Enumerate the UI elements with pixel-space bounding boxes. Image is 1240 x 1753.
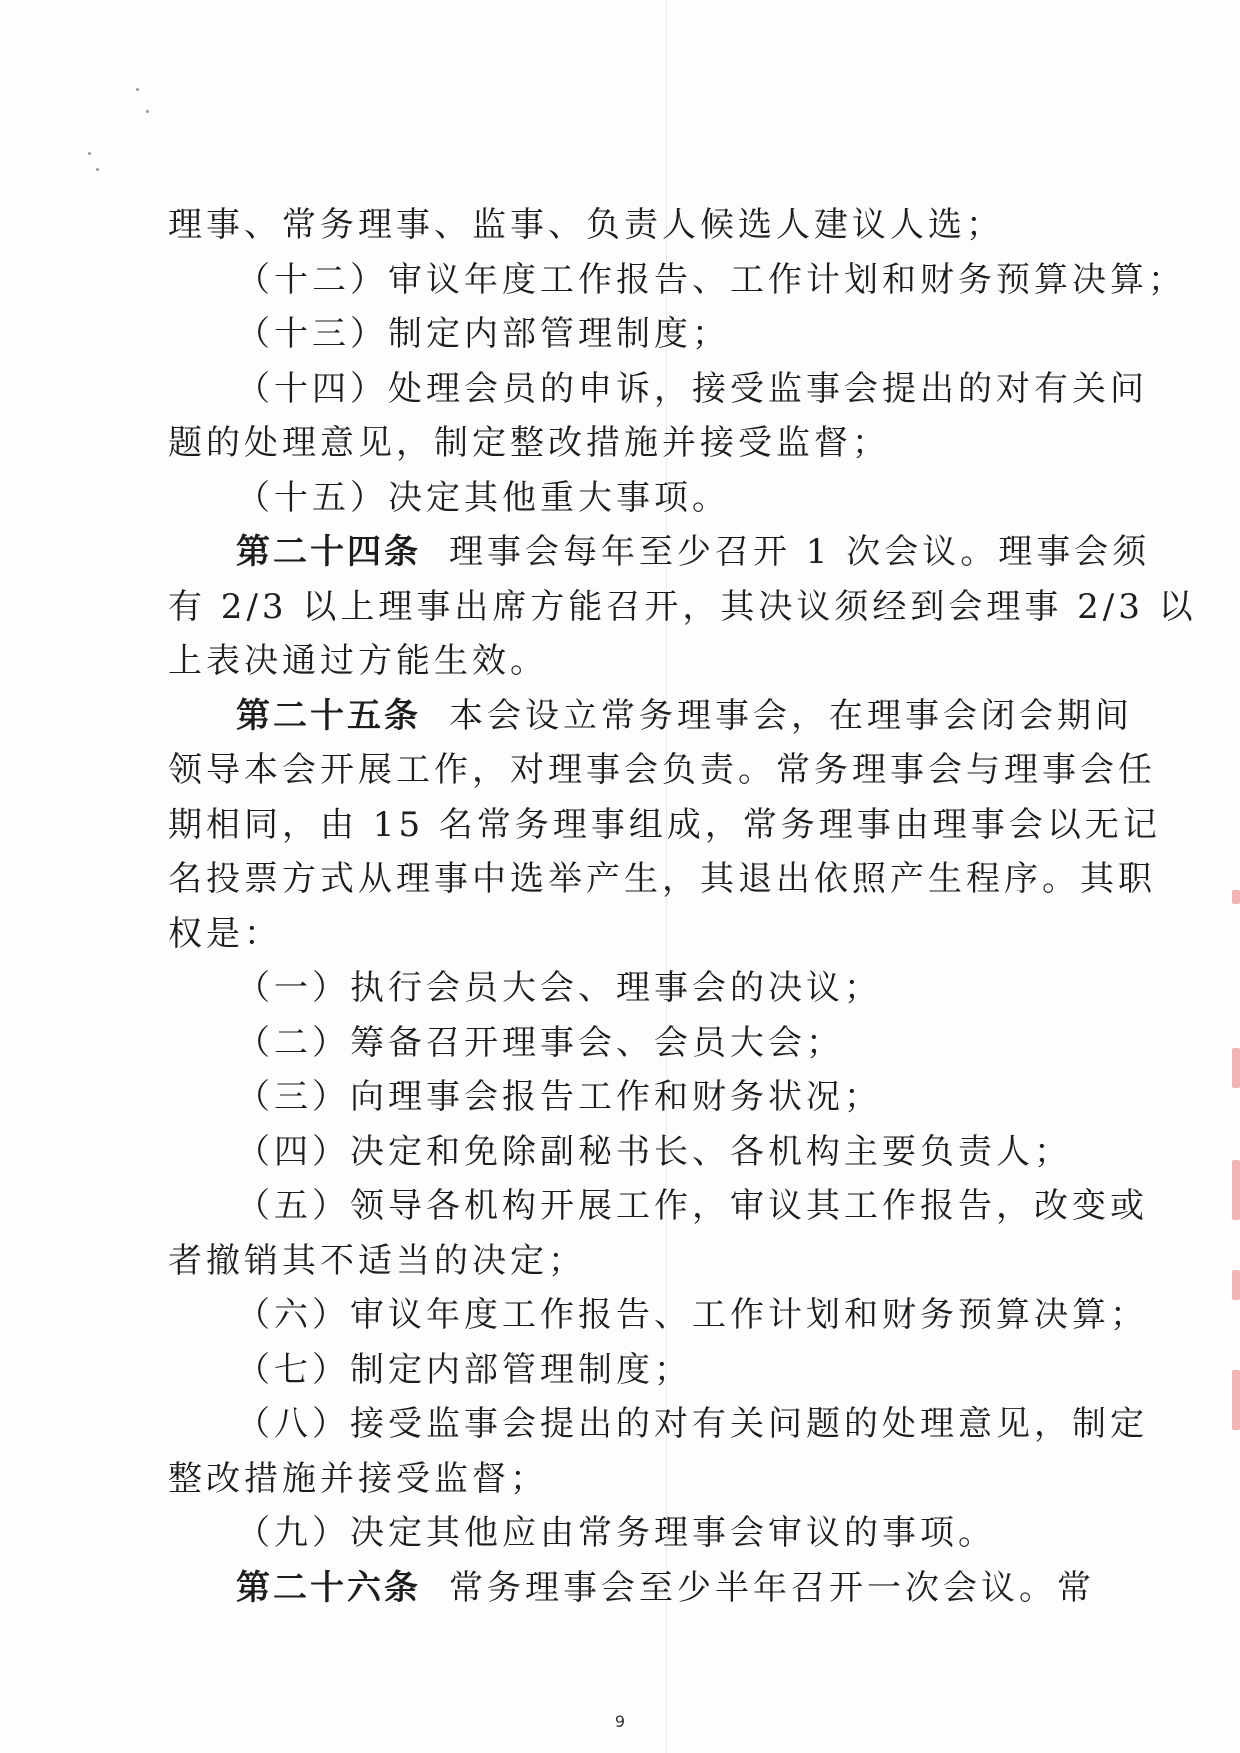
text-line bbox=[168, 798, 1161, 853]
text-line bbox=[168, 634, 1068, 689]
line-text: （十三）制定内部管理制度； bbox=[236, 314, 730, 354]
text-line bbox=[168, 580, 1197, 635]
line-text: （十五）决定其他重大事项。 bbox=[236, 477, 730, 518]
line-text: 者撤销其不适当的决定； bbox=[168, 1240, 586, 1281]
line-text: 领导本会开展工作，对理事会负责。常务理事会与理事会任 bbox=[168, 750, 1156, 790]
article-heading: 第二十五条 bbox=[236, 695, 421, 736]
text-line bbox=[168, 525, 1151, 580]
seal-residue bbox=[1232, 1370, 1240, 1430]
text-line bbox=[168, 961, 1068, 1016]
line-text: 题的处理意见，制定整改措施并接受监督； bbox=[168, 423, 890, 463]
scan-speck bbox=[88, 152, 91, 155]
line-text: 权是： bbox=[168, 913, 282, 954]
line-text: 常务理事会至少半年召开一次会议。常 bbox=[449, 1567, 1095, 1608]
text-line bbox=[168, 1288, 1148, 1343]
text-line bbox=[168, 1016, 1068, 1071]
text-line bbox=[168, 689, 1133, 744]
line-text: （八）接受监事会提出的对有关问题的处理意见，制定 bbox=[236, 1404, 1148, 1444]
seal-residue bbox=[1232, 890, 1240, 904]
line-text: （九）决定其他应由常务理事会审议的事项。 bbox=[236, 1513, 996, 1553]
text-line bbox=[168, 1452, 1068, 1507]
line-text: 整改措施并接受监督； bbox=[168, 1458, 548, 1499]
line-text: 本会设立常务理事会，在理事会闭会期间 bbox=[449, 695, 1133, 736]
text-line bbox=[168, 1506, 1068, 1561]
line-text: （一）执行会员大会、理事会的决议； bbox=[236, 968, 882, 1008]
line-text: （三）向理事会报告工作和财务状况； bbox=[236, 1077, 882, 1117]
text-line bbox=[168, 1561, 1095, 1616]
seal-residue bbox=[1232, 1270, 1240, 1300]
text-line bbox=[168, 1179, 1148, 1234]
text-line bbox=[168, 852, 1156, 907]
line-text: （四）决定和免除副秘书长、各机构主要负责人； bbox=[236, 1131, 1072, 1172]
text-line bbox=[168, 743, 1156, 798]
scan-speck bbox=[96, 168, 99, 171]
text-line bbox=[168, 1343, 1068, 1398]
line-text: 期相同，由 15 名常务理事组成，常务理事由理事会以无记 bbox=[168, 804, 1161, 845]
line-text: （六）审议年度工作报告、工作计划和财务预算决算； bbox=[236, 1295, 1148, 1335]
line-text: （十四）处理会员的申诉，接受监事会提出的对有关问 bbox=[236, 368, 1148, 409]
line-text: （二）筹备召开理事会、会员大会； bbox=[236, 1022, 844, 1063]
line-text: （十二）审议年度工作报告、工作计划和财务预算决算； bbox=[236, 259, 1186, 300]
text-line bbox=[168, 471, 1068, 526]
page-number: 9 bbox=[614, 1712, 626, 1731]
text-line bbox=[168, 1070, 1068, 1125]
text-line bbox=[168, 1397, 1148, 1452]
scan-speck bbox=[146, 110, 149, 113]
line-text: （五）领导各机构开展工作，审议其工作报告，改变或 bbox=[236, 1186, 1148, 1226]
text-line bbox=[168, 253, 1186, 308]
line-text: 名投票方式从理事中选举产生，其退出依照产生程序。其职 bbox=[168, 859, 1156, 899]
line-text: 理事会每年至少召开 1 次会议。理事会须 bbox=[449, 532, 1151, 572]
body-text bbox=[168, 198, 1197, 1615]
seal-residue bbox=[1232, 1048, 1240, 1088]
text-line bbox=[168, 362, 1148, 417]
line-text: 理事、常务理事、监事、负责人候选人建议人选； bbox=[168, 205, 1004, 245]
text-line bbox=[168, 307, 1068, 362]
line-text: 上表决通过方能生效。 bbox=[168, 641, 548, 681]
text-line bbox=[168, 1234, 1068, 1289]
text-line bbox=[168, 907, 1068, 962]
seal-residue bbox=[1232, 1160, 1240, 1220]
article-heading: 第二十六条 bbox=[236, 1567, 421, 1608]
article-heading: 第二十四条 bbox=[236, 532, 421, 572]
line-text: （七）制定内部管理制度； bbox=[236, 1349, 692, 1390]
line-text: 有 2/3 以上理事出席方能召开，其决议须经到会理事 2/3 以 bbox=[168, 586, 1197, 627]
scan-speck bbox=[136, 88, 139, 91]
text-line bbox=[168, 1125, 1072, 1180]
text-line bbox=[168, 416, 1068, 471]
text-line bbox=[168, 198, 1068, 253]
